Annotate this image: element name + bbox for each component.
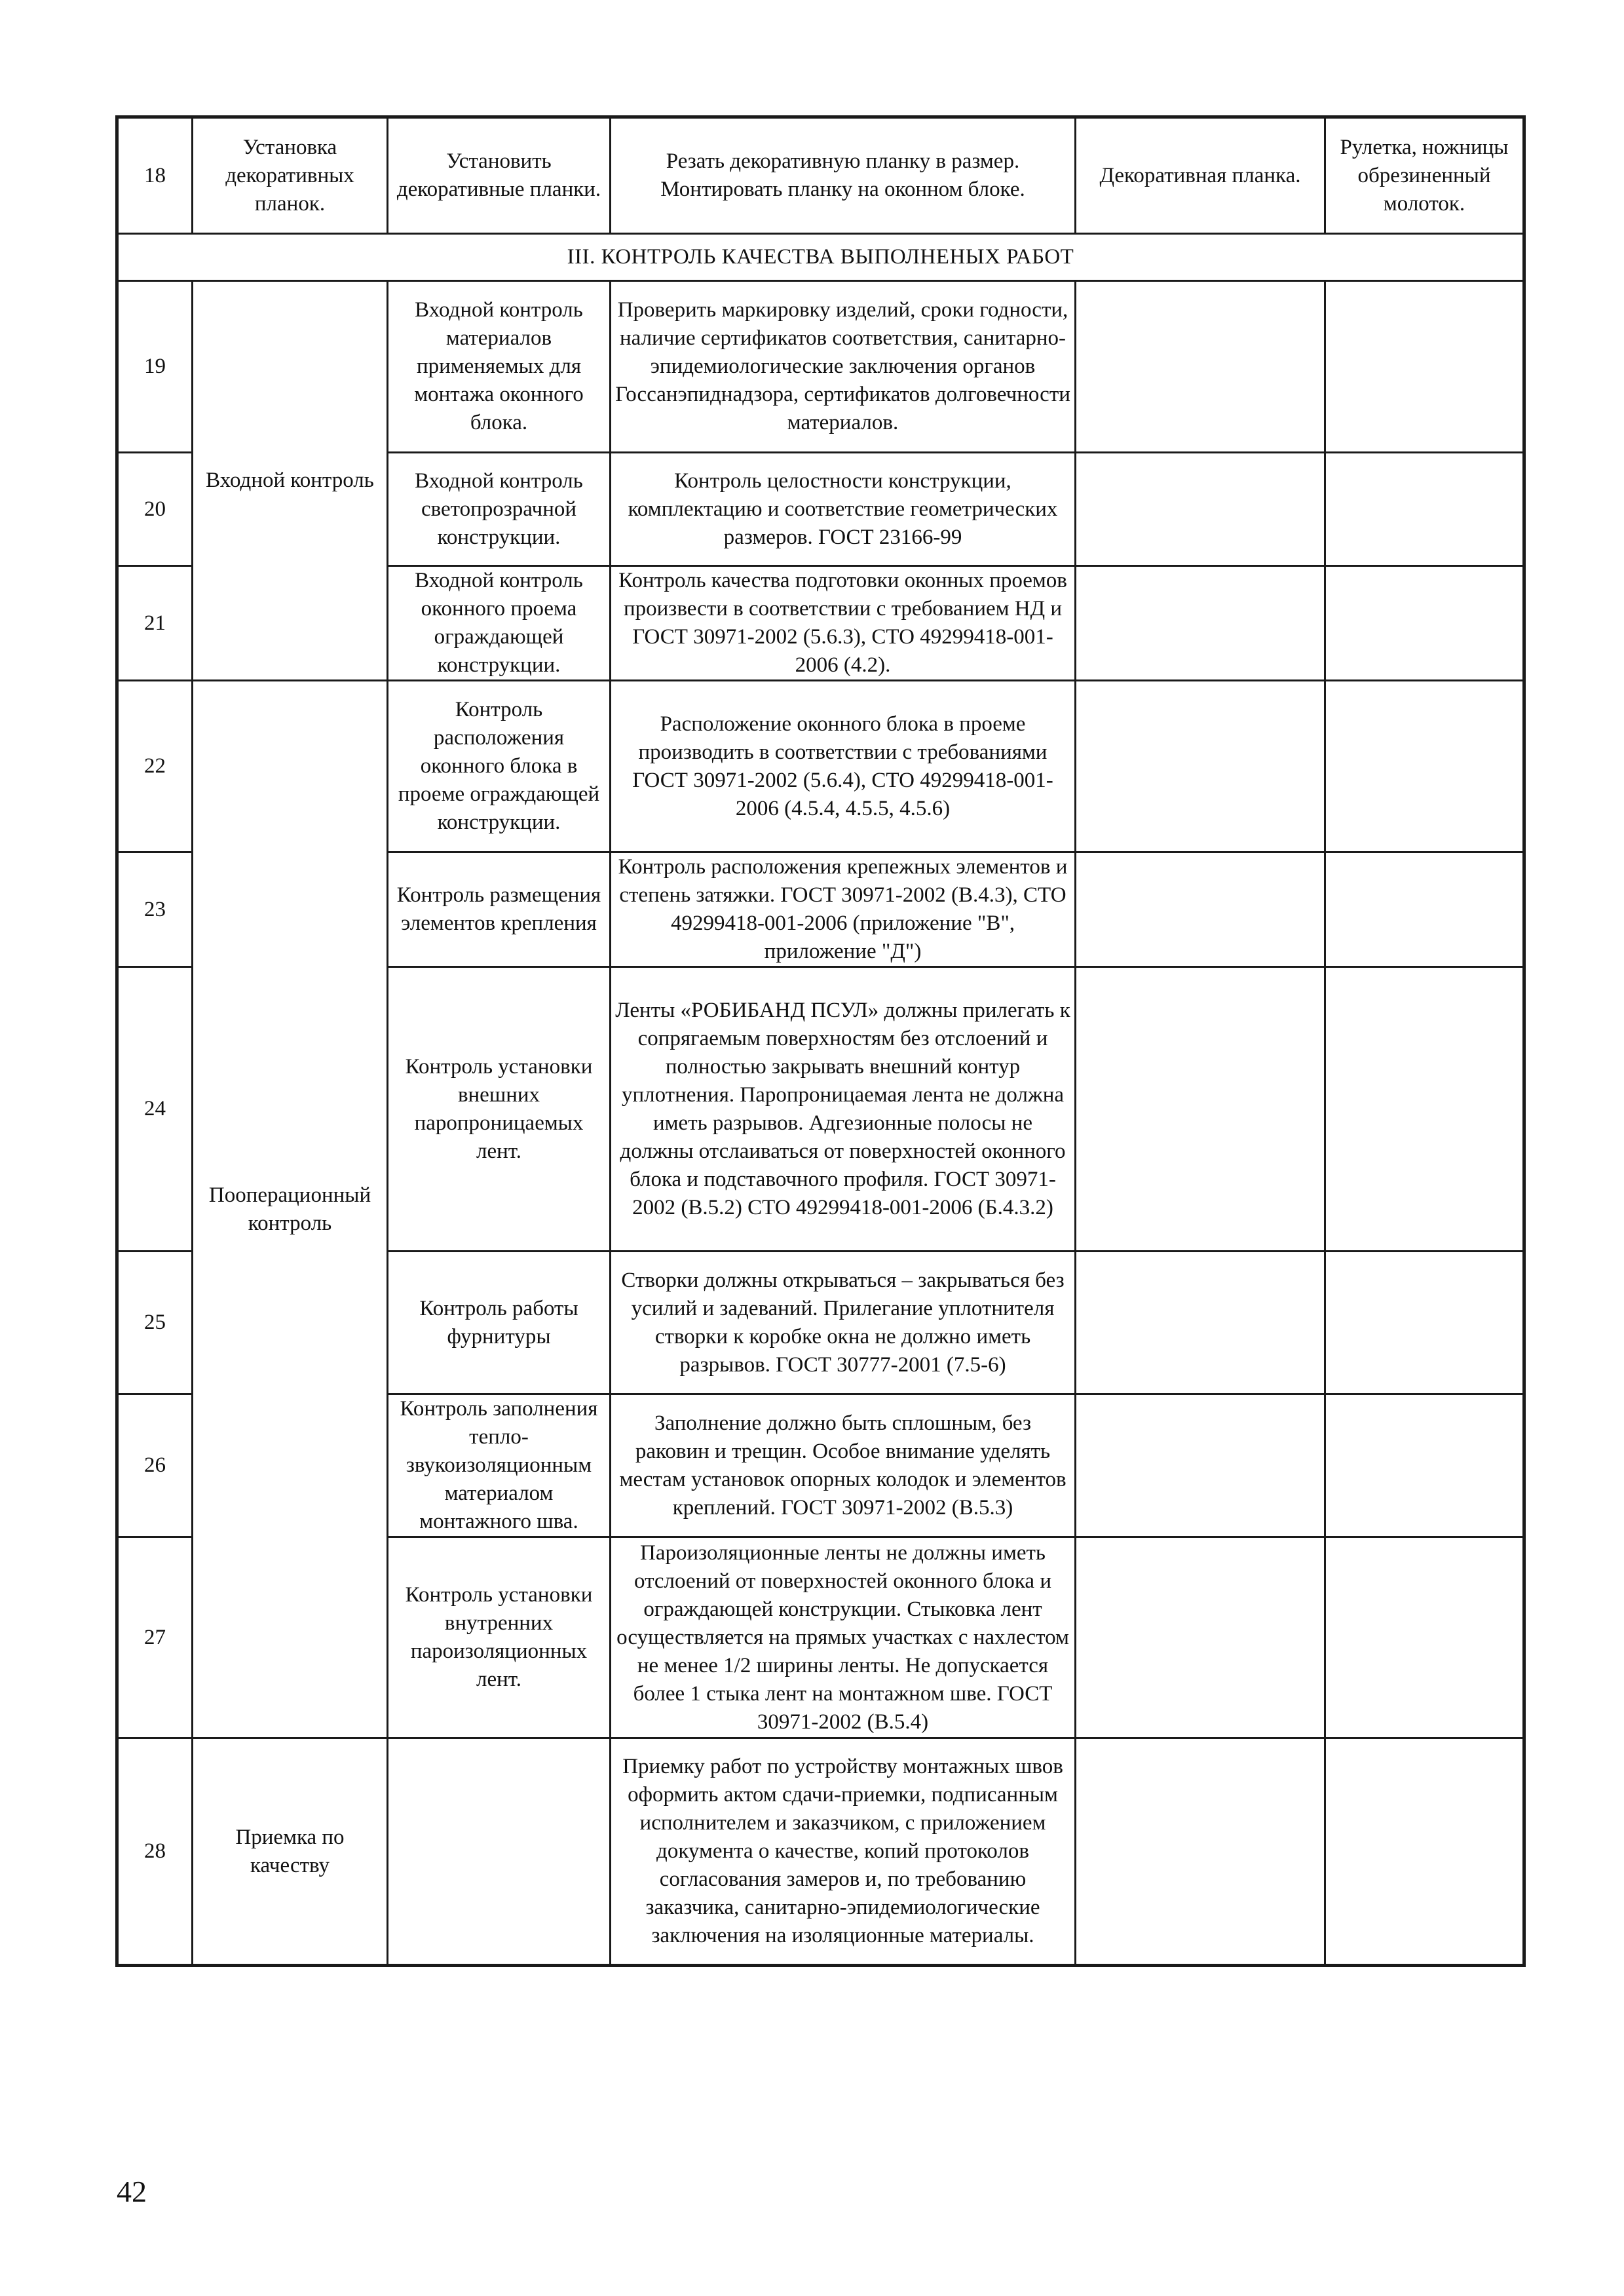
instructions-cell: Пароизоляционные ленты не должны иметь отслоений от поверхностей оконного блока и ограждающей конструкции. Стыковка лент осуществляется на прямых участках с нахлестом не менее 1/2 ширины ленты. Не допускается более 1 стыка лент на монтажном шве. ГОСТ 30971-2002 (В.5.4) bbox=[611, 1537, 1076, 1738]
row-number: 27 bbox=[117, 1537, 193, 1738]
operation-cell: Контроль работы фурнитуры bbox=[388, 1252, 611, 1394]
materials-cell bbox=[1076, 852, 1325, 967]
operation-cell: Входной контроль материалов применяемых для монтажа оконного блока. bbox=[388, 281, 611, 453]
tools-cell bbox=[1325, 281, 1524, 453]
instructions-cell: Расположение оконного блока в проеме производить в соответствии с требованиями ГОСТ 30971-2002 (5.6.4), СТО 49299418-001-2006 (4.5.4, 4.5.5, 4.5.6) bbox=[611, 681, 1076, 852]
section-header-row bbox=[117, 234, 1524, 281]
tools-cell bbox=[1325, 1394, 1524, 1537]
group-operational-control: Пооперационный контроль bbox=[193, 681, 388, 1738]
instructions-cell: Резать декоративную планку в размер. Монтировать планку на оконном блоке. bbox=[611, 117, 1076, 234]
table-row bbox=[117, 117, 1524, 234]
group-acceptance: Приемка по качеству bbox=[193, 1738, 388, 1966]
materials-cell bbox=[1076, 1738, 1325, 1966]
materials-cell bbox=[1076, 453, 1325, 566]
operation-cell: Контроль установки внешних паропроницаемых лент. bbox=[388, 967, 611, 1252]
materials-cell bbox=[1076, 1252, 1325, 1394]
tools-cell bbox=[1325, 1738, 1524, 1966]
section-title: III. КОНТРОЛЬ КАЧЕСТВА ВЫПОЛНЕНЫХ РАБОТ bbox=[117, 234, 1524, 281]
row-number: 24 bbox=[117, 967, 193, 1252]
tools-cell bbox=[1325, 852, 1524, 967]
instructions-cell: Створки должны открываться – закрываться без усилий и задеваний. Прилегание уплотнителя створки к коробке окна не должно иметь разрывов. ГОСТ 30777-2001 (7.5-6) bbox=[611, 1252, 1076, 1394]
row-number: 22 bbox=[117, 681, 193, 852]
tools-cell bbox=[1325, 566, 1524, 681]
operation-cell: Контроль размещения элементов крепления bbox=[388, 852, 611, 967]
operation-cell: Установить декоративные планки. bbox=[388, 117, 611, 234]
instructions-cell: Контроль качества подготовки оконных проемов произвести в соответствии с требованием НД и ГОСТ 30971-2002 (5.6.3), СТО 49299418-001-2006 (4.2). bbox=[611, 566, 1076, 681]
tools-cell bbox=[1325, 1537, 1524, 1738]
operation-cell bbox=[388, 1738, 611, 1966]
materials-cell bbox=[1076, 281, 1325, 453]
materials-cell bbox=[1076, 566, 1325, 681]
instructions-cell: Ленты «РОБИБАНД ПСУЛ» должны прилегать к сопрягаемым поверхностям без отслоений и полностью закрывать внешний контур уплотнения. Паропроницаемая лента не должна иметь разрывов. Адгезионные полосы не должны отслаиваться от поверхностей оконного блока и подставочного профиля. ГОСТ 30971-2002 (В.5.2) СТО 49299418-001-2006 (Б.4.3.2) bbox=[611, 967, 1076, 1252]
row-number: 19 bbox=[117, 281, 193, 453]
instructions-cell: Заполнение должно быть сплошным, без раковин и трещин. Особое внимание уделять местам установок опорных колодок и элементов креплений. ГОСТ 30971-2002 (В.5.3) bbox=[611, 1394, 1076, 1537]
operation-cell: Входной контроль светопрозрачной конструкции. bbox=[388, 453, 611, 566]
table-row bbox=[117, 281, 1524, 453]
instructions-cell: Приемку работ по устройству монтажных швов оформить актом сдачи-приемки, подписанным исполнителем и заказчиком, с приложением документа о качестве, копий протоколов согласования замеров и, по требованию заказчика, санитарно-эпидемиологические заключения на изоляционные материалы. bbox=[611, 1738, 1076, 1966]
operation-cell: Контроль установки внутренних пароизоляционных лент. bbox=[388, 1537, 611, 1738]
tools-cell bbox=[1325, 967, 1524, 1252]
materials-cell bbox=[1076, 1537, 1325, 1738]
tools-cell bbox=[1325, 681, 1524, 852]
group-incoming-control: Входной контроль bbox=[193, 281, 388, 681]
operation-cell: Контроль заполнения тепло-звукоизоляционным материалом монтажного шва. bbox=[388, 1394, 611, 1537]
instructions-cell: Контроль целостности конструкции, комплектацию и соответствие геометрических размеров. ГОСТ 23166-99 bbox=[611, 453, 1076, 566]
row-number: 21 bbox=[117, 566, 193, 681]
tools-cell: Рулетка, ножницы обрезиненный молоток. bbox=[1325, 117, 1524, 234]
row-number: 26 bbox=[117, 1394, 193, 1537]
tools-cell bbox=[1325, 453, 1524, 566]
materials-cell bbox=[1076, 967, 1325, 1252]
page-number: 42 bbox=[117, 2175, 147, 2208]
row-number: 23 bbox=[117, 852, 193, 967]
materials-cell bbox=[1076, 681, 1325, 852]
instructions-cell: Контроль расположения крепежных элементов и степень затяжки. ГОСТ 30971-2002 (В.4.3), СТО 49299418-001-2006 (приложение "В", приложение "Д") bbox=[611, 852, 1076, 967]
operation-cell: Контроль расположения оконного блока в проеме ограждающей конструкции. bbox=[388, 681, 611, 852]
work-table bbox=[115, 115, 1526, 1967]
row-number: 28 bbox=[117, 1738, 193, 1966]
table-row bbox=[117, 1738, 1524, 1966]
stage-cell: Установка декоративных планок. bbox=[193, 117, 388, 234]
tools-cell bbox=[1325, 1252, 1524, 1394]
table-row bbox=[117, 681, 1524, 852]
operation-cell: Входной контроль оконного проема ограждающей конструкции. bbox=[388, 566, 611, 681]
row-number: 20 bbox=[117, 453, 193, 566]
row-number: 25 bbox=[117, 1252, 193, 1394]
materials-cell: Декоративная планка. bbox=[1076, 117, 1325, 234]
materials-cell bbox=[1076, 1394, 1325, 1537]
row-number: 18 bbox=[117, 117, 193, 234]
instructions-cell: Проверить маркировку изделий, сроки годности, наличие сертификатов соответствия, санитарно-эпидемиологические заключения органов Госсанэпиднадзора, сертификатов долговечности материалов. bbox=[611, 281, 1076, 453]
